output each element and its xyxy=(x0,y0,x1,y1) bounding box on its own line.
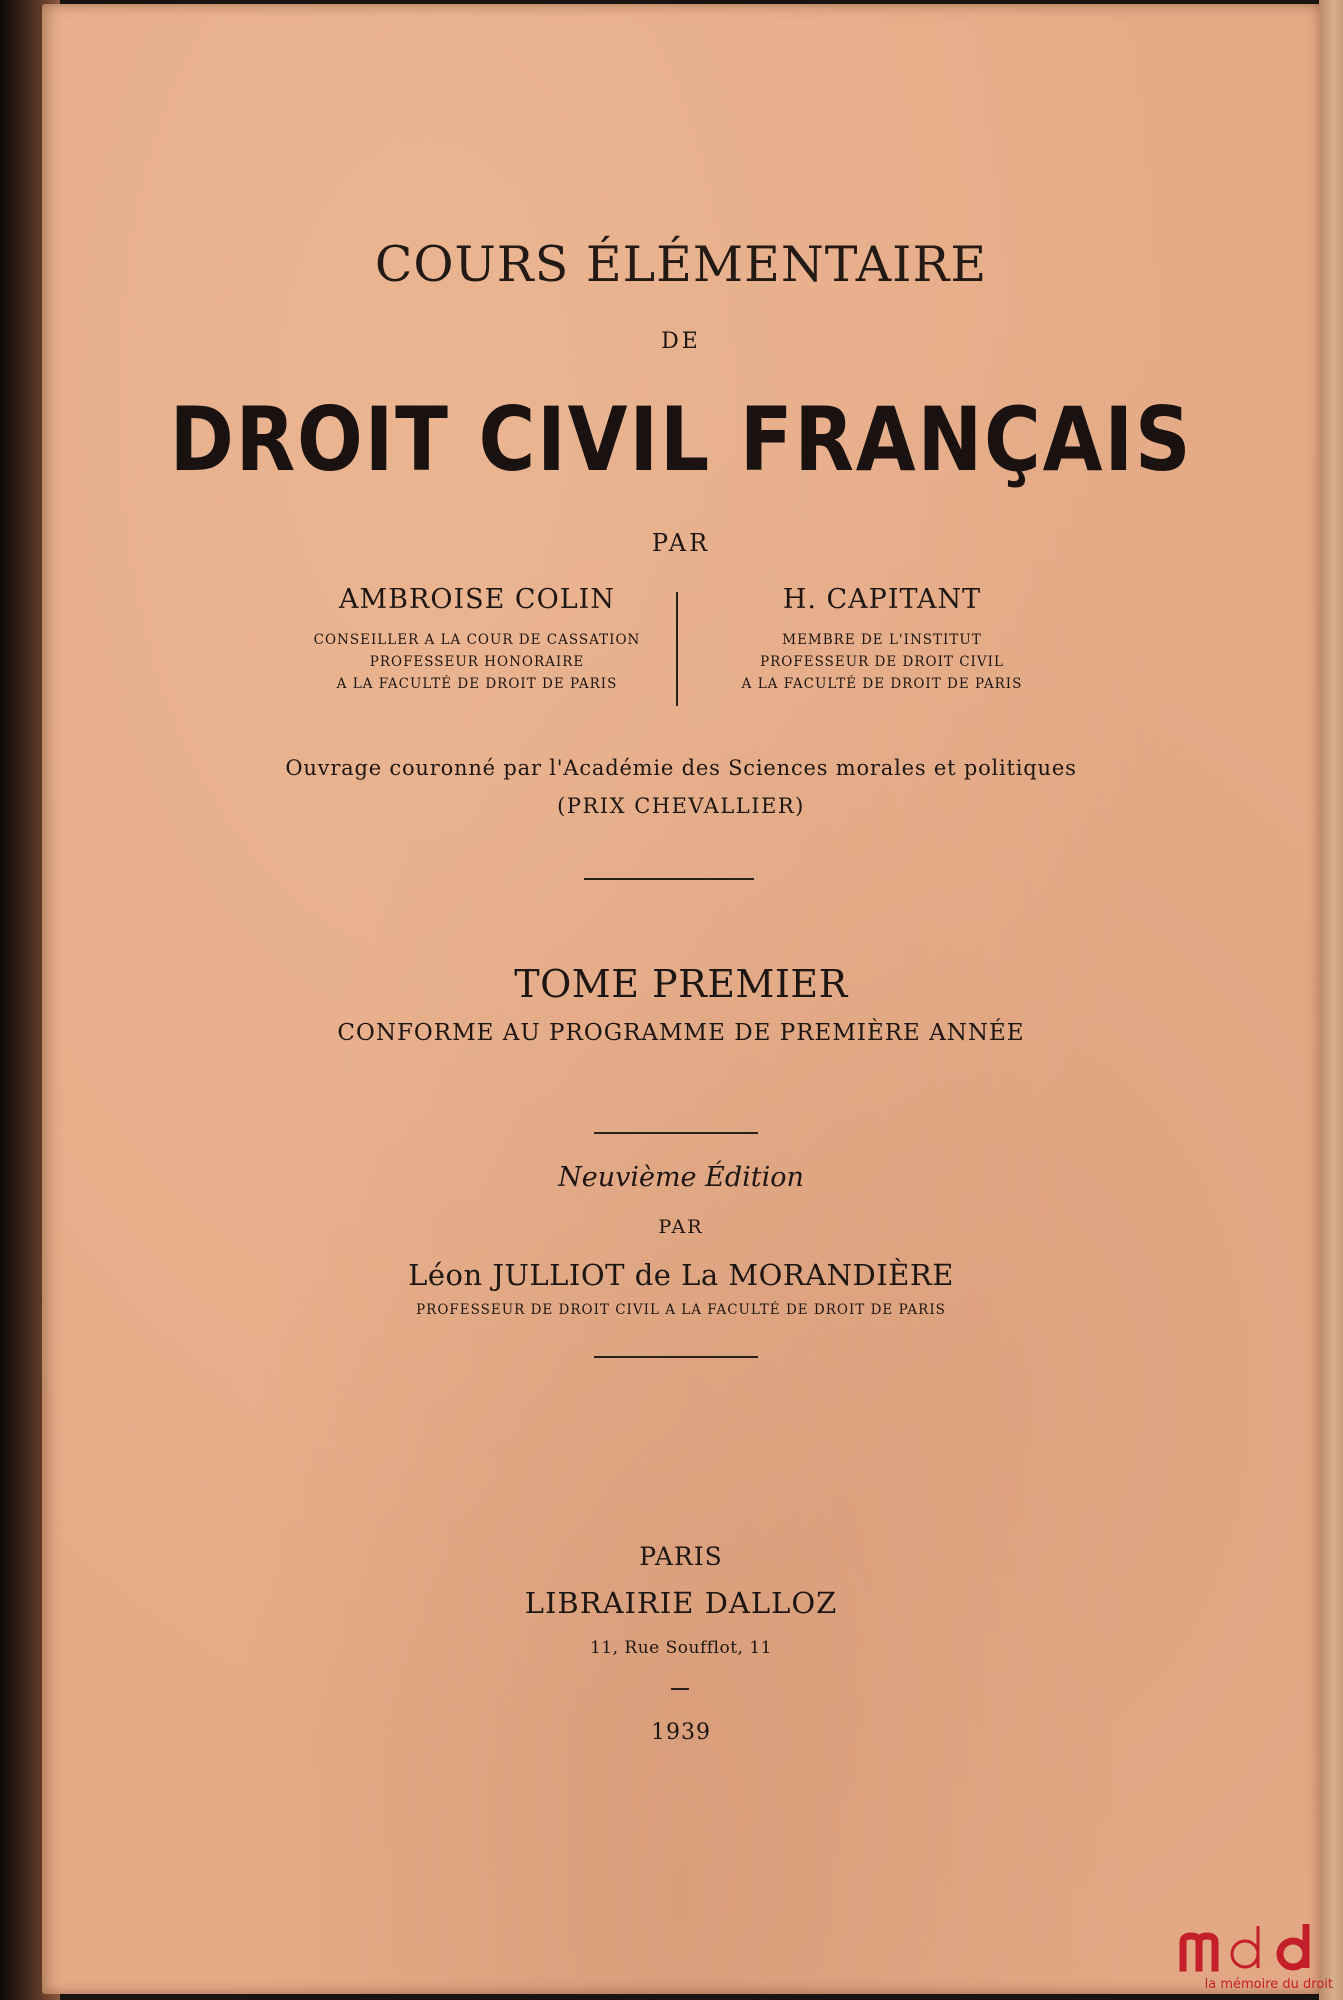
editor-name: Léon JULLIOT de La MORANDIÈRE xyxy=(408,1258,954,1292)
publisher-name: LIBRAIRIE DALLOZ xyxy=(524,1586,838,1620)
page-edge xyxy=(1319,0,1343,2000)
author-colin xyxy=(267,584,687,695)
author-title-line: MEMBRE DE L'INSTITUT xyxy=(782,632,982,648)
edition: Neuvième Édition xyxy=(558,1162,804,1193)
authors-block xyxy=(42,584,1320,714)
author-capitant xyxy=(672,584,1092,695)
divider-rule xyxy=(584,878,754,880)
author-title-line: A LA FACULTÉ DE DROIT DE PARIS xyxy=(336,676,618,692)
author-title-line: A LA FACULTÉ DE DROIT DE PARIS xyxy=(741,676,1023,692)
author-name: H. CAPITANT xyxy=(782,584,982,615)
publisher-city: PARIS xyxy=(639,1542,723,1571)
small-dash xyxy=(671,1688,689,1690)
author-titles xyxy=(672,629,1092,695)
author-name: AMBROISE COLIN xyxy=(339,584,615,615)
by-label: PAR xyxy=(651,529,711,557)
publisher-address: 11, Rue Soufflot, 11 xyxy=(589,1638,772,1658)
award-line: Ouvrage couronné par l'Académie des Sciences morales et politiques xyxy=(285,756,1077,780)
main-title: DROIT CIVIL FRANÇAIS xyxy=(169,388,1193,491)
author-title-line: PROFESSEUR HONORAIRE xyxy=(369,654,585,670)
divider-rule xyxy=(594,1132,758,1134)
author-titles xyxy=(267,629,687,695)
publication-year: 1939 xyxy=(651,1720,711,1745)
volume-title: TOME PREMIER xyxy=(514,962,848,1006)
editor-by-label: PAR xyxy=(658,1216,704,1238)
author-title-line: CONSEILLER A LA COUR DE CASSATION xyxy=(313,632,641,648)
volume-subtitle: CONFORME AU PROGRAMME DE PREMIÈRE ANNÉE xyxy=(337,1020,1025,1046)
editor-title: PROFESSEUR DE DROIT CIVIL A LA FACULTÉ DE DROIT DE PARIS xyxy=(416,1302,946,1318)
logo-caption: la mémoire du droit xyxy=(1204,1977,1333,1992)
divider-rule xyxy=(594,1356,758,1358)
award-name: (PRIX CHEVALLIER) xyxy=(557,794,805,818)
series-title: COURS ÉLÉMENTAIRE xyxy=(374,236,988,293)
mdd-logo xyxy=(1175,1920,1335,1992)
mdd-logo-mark xyxy=(1175,1920,1335,1976)
title-page xyxy=(42,4,1320,1994)
title-connector: DE xyxy=(661,329,701,354)
author-title-line: PROFESSEUR DE DROIT CIVIL xyxy=(760,654,1004,670)
